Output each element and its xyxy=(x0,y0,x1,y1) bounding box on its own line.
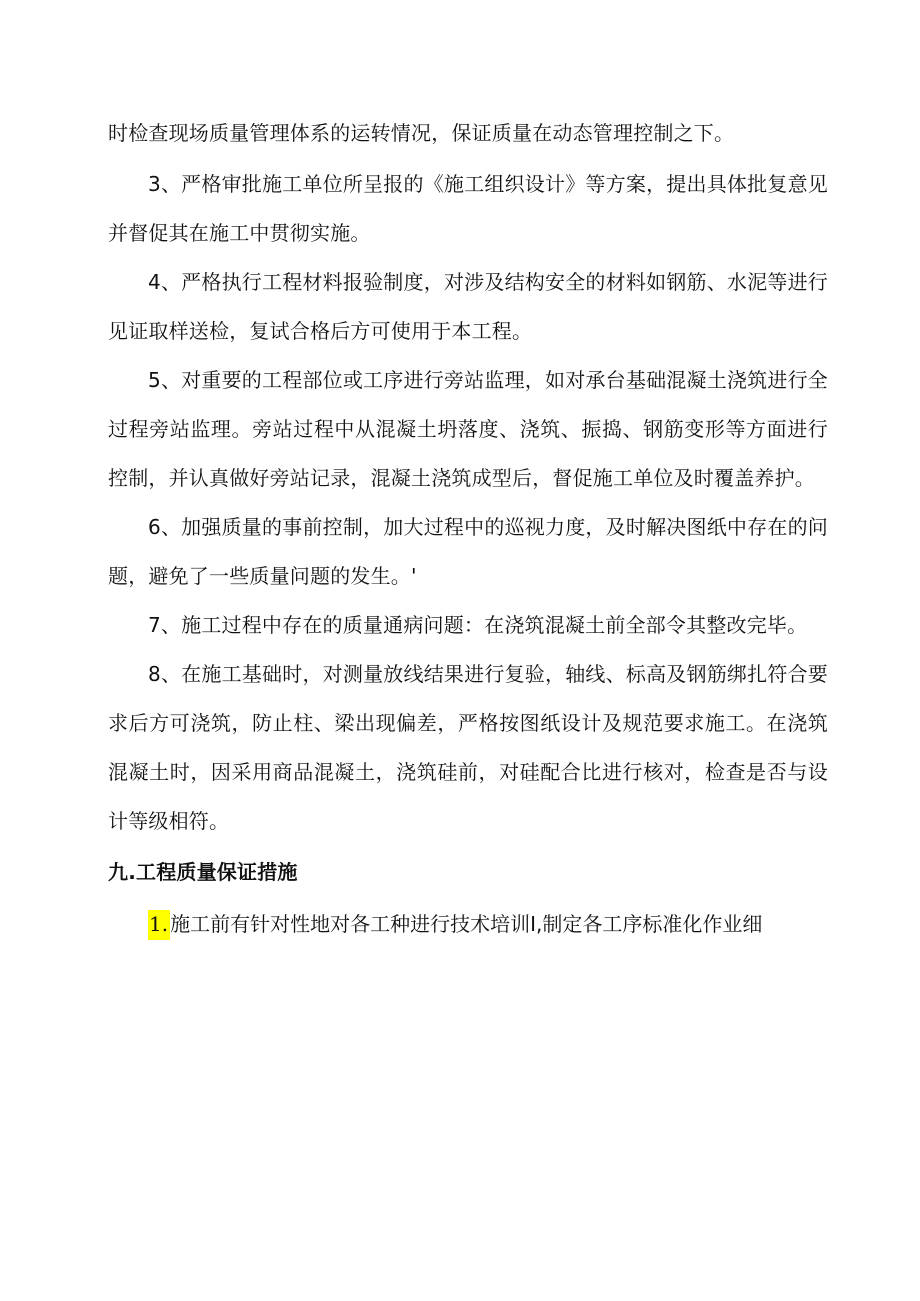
paragraph-item-4: 4、严格执行工程材料报验制度，对涉及结构安全的材料如钢筋、水泥等进行见证取样送检，复试合格后方可使用于本工程。 xyxy=(108,270,828,343)
paragraph-item-6: 6、加强质量的事前控制，加大过程中的巡视力度，及时解决图纸中存在的问题，避免了一些质量问题的发生。' xyxy=(108,515,828,588)
paragraph-item-3: 3、严格审批施工单位所呈报的《施工组织设计》等方案，提出具体批复意见并督促其在施工中贯彻实施。 xyxy=(108,172,828,245)
section-item-1-text: 施工前有针对性地对各工种进行技术培训I,制定各工序标准化作业细 xyxy=(170,912,763,936)
section-item-1 xyxy=(148,902,762,946)
paragraph-item-5: 5、对重要的工程部位或工序进行旁站监理，如对承台基础混凝土浇筑进行全过程旁站监理。旁站过程中从混凝土坍落度、浇筑、振捣、钢筋变形等方面进行控制，并认真做好旁站记录，混凝土浇筑成型后，督促施工单位及时覆盖养护。 xyxy=(108,368,828,490)
paragraph-continuation: 时检查现场质量管理体系的运转情况，保证质量在动态管理控制之下。 xyxy=(108,121,735,145)
section-heading: 九.工程质量保证措施 xyxy=(108,860,298,884)
paragraph-item-7: 7、施工过程中存在的质量通病问题：在浇筑混凝土前全部令其整改完毕。 xyxy=(148,613,808,637)
paragraph-item-8: 8、在施工基础时，对测量放线结果进行复验，轴线、标高及钢筋绑扎符合要求后方可浇筑，防止柱、梁出现偏差，严格按图纸设计及规范要求施工。在浇筑混凝土时，因采用商品混凝土，浇筑硅前，对硅配合比进行核对，检查是否与设计等级相符。 xyxy=(108,662,828,833)
highlighted-item-number: 1. xyxy=(148,910,170,940)
